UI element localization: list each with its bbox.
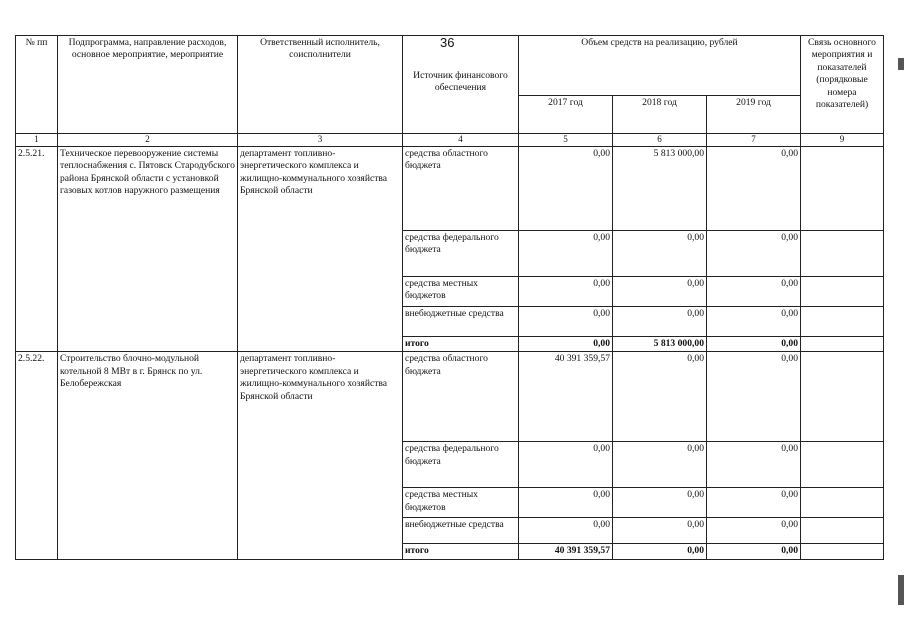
header-year-2019: 2019 год <box>707 96 801 134</box>
table-row <box>16 352 884 442</box>
value-2017: 0,00 <box>519 442 613 488</box>
value-2019: 0,00 <box>707 442 801 488</box>
header-link: Связь основного мероприятия и показателей (порядковые номера показателей) <box>801 36 884 134</box>
value-2019: 0,00 <box>707 488 801 518</box>
funding-source: средства федерального бюджета <box>403 442 519 488</box>
value-2018: 0,00 <box>613 488 707 518</box>
funding-source: средства областного бюджета <box>403 147 519 231</box>
value-2018: 0,00 <box>613 352 707 442</box>
value-2019: 0,00 <box>707 277 801 307</box>
scan-edge-mark <box>898 575 904 605</box>
value-2018: 0,00 <box>613 442 707 488</box>
item-executor: департамент топливно-энергетического комплекса и жилищно-коммунального хозяйства Брянской области <box>238 147 403 352</box>
link-cell <box>801 442 884 488</box>
link-cell <box>801 231 884 277</box>
value-2017: 0,00 <box>519 307 613 337</box>
budget-table <box>15 35 884 560</box>
value-2017: 0,00 <box>519 147 613 231</box>
total-2018: 5 813 000,00 <box>613 337 707 352</box>
link-cell <box>801 544 884 559</box>
value-2019: 0,00 <box>707 352 801 442</box>
total-2017: 0,00 <box>519 337 613 352</box>
header-year-2017: 2017 год <box>519 96 613 134</box>
link-cell <box>801 352 884 442</box>
funding-source: внебюджетные средства <box>403 307 519 337</box>
value-2017: 0,00 <box>519 488 613 518</box>
col-number: 9 <box>801 134 884 147</box>
header-source: Источник финансового обеспечения <box>403 36 519 134</box>
link-cell <box>801 307 884 337</box>
total-2019: 0,00 <box>707 337 801 352</box>
value-2018: 0,00 <box>613 231 707 277</box>
value-2017: 0,00 <box>519 231 613 277</box>
col-number: 5 <box>519 134 613 147</box>
col-number: 4 <box>403 134 519 147</box>
item-number: 2.5.22. <box>16 352 58 559</box>
link-cell <box>801 277 884 307</box>
funding-source: средства областного бюджета <box>403 352 519 442</box>
value-2017: 0,00 <box>519 277 613 307</box>
item-name: Строительство блочно-модульной котельной 8 МВт в г. Брянск по ул. Белобережская <box>58 352 238 559</box>
header-volume: Объем средств на реализацию, рублей <box>519 36 801 96</box>
value-2018: 0,00 <box>613 277 707 307</box>
col-number: 2 <box>58 134 238 147</box>
link-cell <box>801 337 884 352</box>
col-number: 1 <box>16 134 58 147</box>
header-num: № пп <box>16 36 58 134</box>
value-2017: 40 391 359,57 <box>519 352 613 442</box>
value-2019: 0,00 <box>707 147 801 231</box>
value-2018: 0,00 <box>613 307 707 337</box>
col-number: 7 <box>707 134 801 147</box>
link-cell <box>801 488 884 518</box>
funding-source: средства местных бюджетов <box>403 277 519 307</box>
header-subprogram: Подпрограмма, направление расходов, основное мероприятие, мероприятие <box>58 36 238 134</box>
header-year-2018: 2018 год <box>613 96 707 134</box>
item-executor: департамент топливно-энергетического комплекса и жилищно-коммунального хозяйства Брянской области <box>238 352 403 559</box>
item-name: Техническое перевооружение системы теплоснабжения с. Пятовск Стародубского района Брянской области с установкой газовых котлов наружного размещения <box>58 147 238 352</box>
value-2017: 0,00 <box>519 518 613 544</box>
funding-source: внебюджетные средства <box>403 518 519 544</box>
funding-source: средства федерального бюджета <box>403 231 519 277</box>
table-row <box>16 147 884 231</box>
value-2018: 5 813 000,00 <box>613 147 707 231</box>
value-2018: 0,00 <box>613 518 707 544</box>
col-number: 3 <box>238 134 403 147</box>
funding-source-total: итого <box>403 544 519 559</box>
item-number: 2.5.21. <box>16 147 58 352</box>
link-cell <box>801 147 884 231</box>
total-2017: 40 391 359,57 <box>519 544 613 559</box>
page-number: 36 <box>440 35 455 50</box>
column-number-row <box>16 134 884 147</box>
header-executor: Ответственный исполнитель, соисполнители <box>238 36 403 134</box>
scan-edge-mark <box>898 58 904 70</box>
value-2019: 0,00 <box>707 307 801 337</box>
total-2019: 0,00 <box>707 544 801 559</box>
col-number: 6 <box>613 134 707 147</box>
funding-source: средства местных бюджетов <box>403 488 519 518</box>
link-cell <box>801 518 884 544</box>
funding-source-total: итого <box>403 337 519 352</box>
value-2019: 0,00 <box>707 518 801 544</box>
value-2019: 0,00 <box>707 231 801 277</box>
total-2018: 0,00 <box>613 544 707 559</box>
